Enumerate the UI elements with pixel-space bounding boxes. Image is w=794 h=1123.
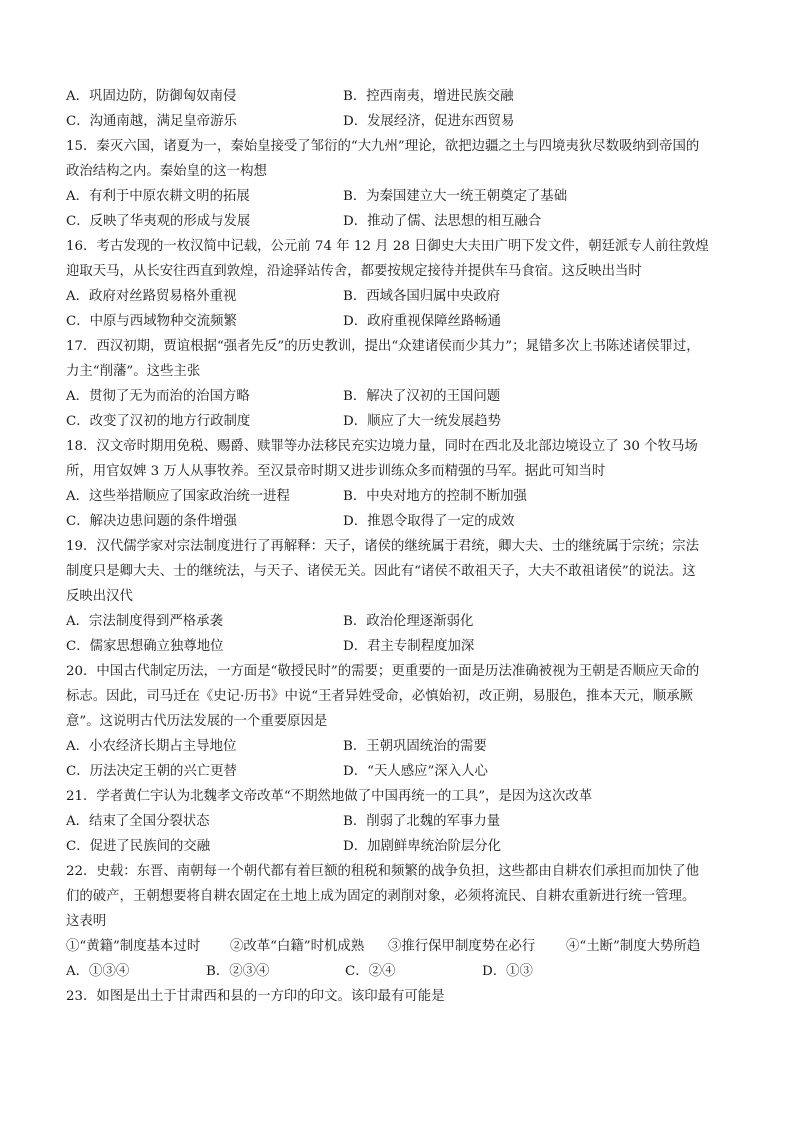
q22-option-b[interactable]: B．②③④ (206, 964, 270, 979)
q16-option-c[interactable]: C．中原与西域物种交流频繁 (66, 314, 237, 329)
q20-option-a[interactable]: A．小农经济长期占主导地位 (66, 739, 237, 754)
q20-options-row1 (66, 734, 746, 759)
q14-options-row1 (66, 84, 746, 109)
q16-stem-line2: 迎取天马，从长安往西直到敦煌，沿途驿站传舍，都要按规定接待并提供车马食宿。这反映出当时 (66, 264, 642, 279)
q17-options-row2 (66, 409, 746, 434)
q19-options-row1 (66, 609, 746, 634)
q15-option-a[interactable]: A．有利于中原农耕文明的拓展 (66, 189, 250, 204)
q19-option-a[interactable]: A．宗法制度得到严格承袭 (66, 614, 223, 629)
q18-stem-line2: 所，用官奴婢 3 万人从事牧养。至汉景帝时期又进步训练众多而精强的马军。据此可知当时 (66, 464, 606, 479)
q22-statement-1: ①“黄籍”制度基本过时 (66, 939, 201, 954)
q14-option-d[interactable]: D．发展经济，促进东西贸易 (343, 114, 515, 129)
q22-option-c[interactable]: C．②④ (345, 964, 396, 979)
q20-option-d[interactable]: D．“天人感应”深入人心 (343, 764, 488, 779)
q22-statement-4: ④“土断”制度大势所趋 (566, 939, 701, 954)
q17-option-d[interactable]: D．顺应了大一统发展趋势 (343, 414, 502, 429)
q22-statement-3: ③推行保甲制度势在必行 (388, 939, 536, 954)
exam-page (66, 84, 746, 1009)
q15-option-d[interactable]: D．推动了儒、法思想的相互融合 (343, 214, 542, 229)
q16-option-a[interactable]: A．政府对丝路贸易格外重视 (66, 289, 237, 304)
q21-option-c[interactable]: C．促进了民族间的交融 (66, 839, 211, 854)
q20-stem-line1: 20．中国古代制定历法，一方面是“敬授民时”的需要；更重要的一面是历法准确被视为王朝是否顺应天命的 (66, 664, 700, 679)
q15-options-row1 (66, 184, 746, 209)
q20-option-b[interactable]: B．王朝巩固统治的需要 (343, 739, 487, 754)
q18-option-d[interactable]: D．推恩令取得了一定的成效 (343, 514, 515, 529)
q21-options-row1 (66, 809, 746, 834)
q23-stem-line1: 23．如图是出土于甘肃西和县的一方印的印文。该印最有可能是 (66, 989, 445, 1004)
q14-option-b[interactable]: B．控西南夷，增进民族交融 (343, 89, 514, 104)
q15-stem-line2: 政治结构之内。秦始皇的这一构想 (66, 164, 267, 179)
q19-option-b[interactable]: B．政治伦理逐渐弱化 (343, 614, 474, 629)
q22-statements (66, 934, 746, 959)
q22-stem-line1: 22．史载：东晋、南朝每一个朝代都有着巨额的租税和频繁的战争负担，这些都由自耕农们承担而加快了他 (66, 864, 700, 879)
q22-stem-line3: 这表明 (66, 914, 107, 929)
q16-option-b[interactable]: B．西域各国归属中央政府 (343, 289, 501, 304)
q22-statement-2: ②改革“白籍”时机成熟 (230, 939, 365, 954)
q21-option-b[interactable]: B．削弱了北魏的军事力量 (343, 814, 501, 829)
q15-options-row2 (66, 209, 746, 234)
q19-option-d[interactable]: D．君主专制程度加深 (343, 639, 475, 654)
q20-stem-line3: 意”。这说明古代历法发展的一个重要原因是 (66, 714, 328, 729)
q17-option-c[interactable]: C．改变了汉初的地方行政制度 (66, 414, 251, 429)
q14-option-a[interactable]: A．巩固边防，防御匈奴南侵 (66, 89, 237, 104)
q18-option-c[interactable]: C．解决边患问题的条件增强 (66, 514, 237, 529)
q14-option-c[interactable]: C．沟通南越，满足皇帝游乐 (66, 114, 237, 129)
q18-option-a[interactable]: A．这些举措顺应了国家政治统一进程 (66, 489, 290, 504)
q22-option-d[interactable]: D．①③ (482, 964, 533, 979)
q19-option-c[interactable]: C．儒家思想确立独尊地位 (66, 639, 224, 654)
q16-stem-line1: 16．考古发现的一枚汉简中记载，公元前 74 年 12 月 28 日御史大夫田广明下发文件，朝廷派专人前往敦煌 (66, 239, 709, 254)
q16-options-row1 (66, 284, 746, 309)
q15-stem-line1: 15．秦灭六国，诸夏为一，秦始皇接受了邹衍的“大九州”理论，欲把边疆之土与四境夷狄尽数吸纳到帝国的 (66, 139, 700, 154)
q18-stem-line1: 18．汉文帝时期用免税、赐爵、赎罪等办法移民充实边境力量，同时在西北及北部边境设立了 30 个牧马场 (66, 439, 698, 454)
q20-options-row2 (66, 759, 746, 784)
q21-option-d[interactable]: D．加剧鲜卑统治阶层分化 (343, 839, 502, 854)
q22-options-row (66, 959, 746, 984)
q19-stem-line1: 19．汉代儒学家对宗法制度进行了再解释：天子，诸侯的继统属于君统，卿大夫、士的继统属于宗统；宗法 (66, 539, 700, 554)
q20-option-c[interactable]: C．历法决定王朝的兴亡更替 (66, 764, 237, 779)
q22-stem-line2: 们的破产，王朝想要将自耕农固定在土地上成为固定的剥削对象，必须将流民、自耕农重新进行统一管理。 (66, 889, 696, 904)
q17-stem-line1: 17．西汉初期，贾谊根据“强者先反”的历史教训，提出“众建诸侯而少其力”；晁错多次上书陈述诸侯罪过， (66, 339, 700, 354)
q17-option-b[interactable]: B．解决了汉初的王国问题 (343, 389, 501, 404)
q20-stem-line2: 标志。因此，司马迁在《史记·历书》中说“王者异姓受命，必慎始初，改正朔，易服色，推本天元，顺承厥 (66, 689, 694, 704)
q16-options-row2 (66, 309, 746, 334)
q15-option-c[interactable]: C．反映了华夷观的形成与发展 (66, 214, 251, 229)
q14-options-row2 (66, 109, 746, 134)
q17-options-row1 (66, 384, 746, 409)
q17-stem-line2: 力主“削藩”。这些主张 (66, 364, 201, 379)
q18-options-row2 (66, 509, 746, 534)
q22-option-a[interactable]: A．①③④ (66, 964, 130, 979)
q21-options-row2 (66, 834, 746, 859)
q21-stem-line1: 21．学者黄仁宇认为北魏孝文帝改革“不期然地做了中国再统一的工具”，是因为这次改革 (66, 789, 593, 804)
q19-options-row2 (66, 634, 746, 659)
q15-option-b[interactable]: B．为秦国建立大一统王朝奠定了基础 (343, 189, 568, 204)
q17-option-a[interactable]: A．贯彻了无为而治的治国方略 (66, 389, 250, 404)
q19-stem-line3: 反映出汉代 (66, 589, 133, 604)
q16-option-d[interactable]: D．政府重视保障丝路畅通 (343, 314, 502, 329)
q18-options-row1 (66, 484, 746, 509)
q21-option-a[interactable]: A．结束了全国分裂状态 (66, 814, 210, 829)
q18-option-b[interactable]: B．中央对地方的控制不断加强 (343, 489, 527, 504)
q19-stem-line2: 制度只是卿大夫、士的继统法，与天子、诸侯无关。因此有“诸侯不敢祖天子，大夫不敢祖诸侯”的说法。这 (66, 564, 696, 579)
